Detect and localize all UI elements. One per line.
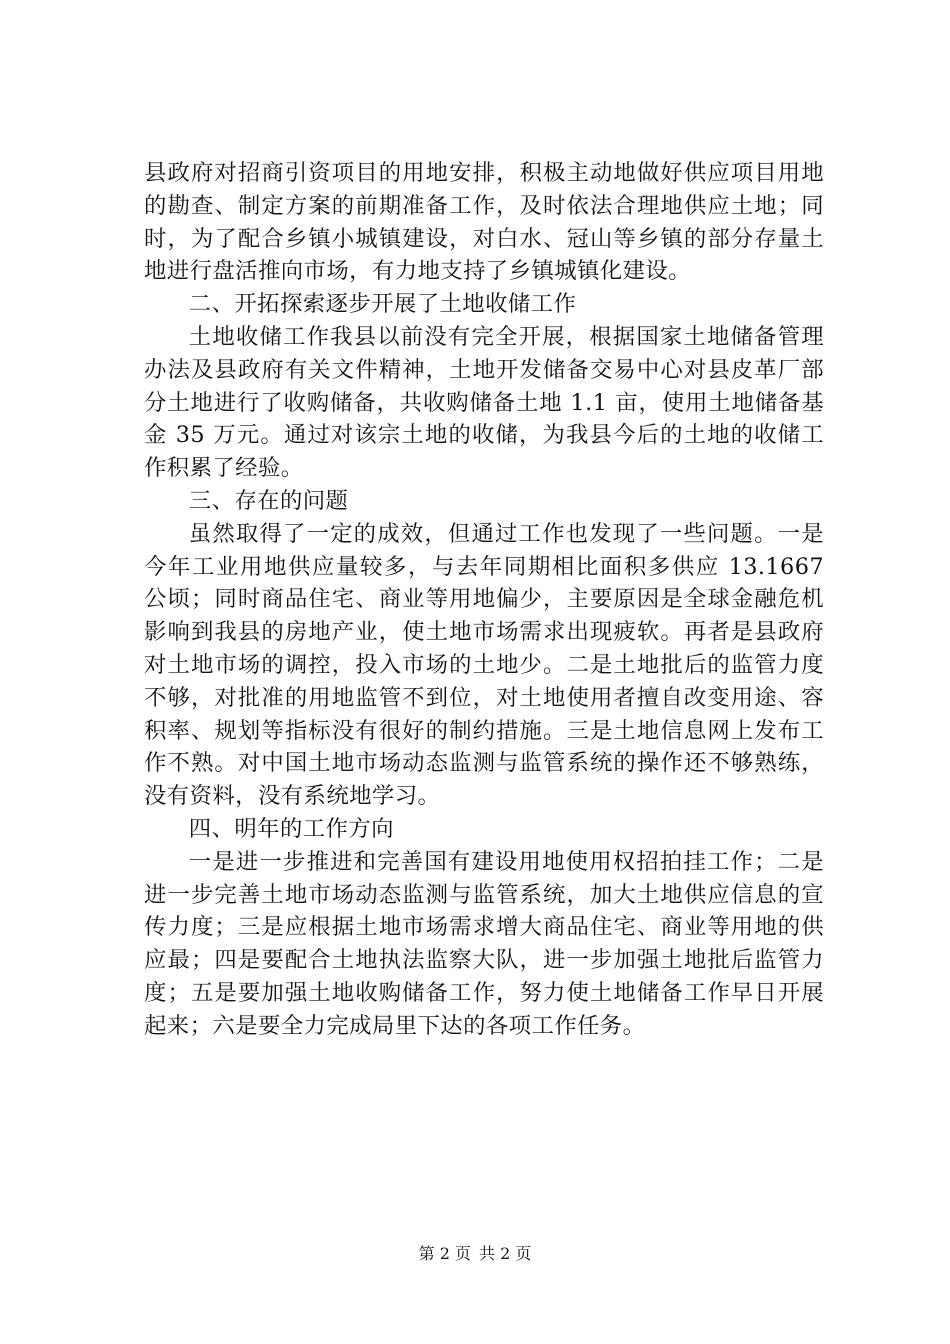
document-body xyxy=(144,157,824,1043)
page-total: 共 2 页 xyxy=(479,1244,532,1263)
page-footer xyxy=(0,1244,950,1264)
body-paragraph-land-reserve: 土地收储工作我县以前没有完全开展，根据国家土地储备管理办法及县政府有关文件精神，土地开发储备交易中心对县皮革厂部分土地进行了收购储备，共收购储备土地 1.1 亩，使用土地储备基金 35 万元。通过对该宗土地的收储，为我县今后的土地的收储工作积累了经验。 xyxy=(144,323,824,482)
body-paragraph-continuation: 县政府对招商引资项目的用地安排，积极主动地做好供应项目用地的勘查、制定方案的前期准备工作，及时依法合理地供应土地；同时，为了配合乡镇小城镇建设，对白水、冠山等乡镇的部分存量土地进行盘活推向市场，有力地支持了乡镇城镇化建设。 xyxy=(144,160,824,285)
page-number: 第 2 页 xyxy=(418,1244,471,1263)
body-paragraph-next-year: 一是进一步推进和完善国有建设用地使用权招拍挂工作；二是进一步完善土地市场动态监测与监管系统，加大土地供应信息的宣传力度；三是应根据土地市场需求增大商品住宅、商业等用地的供应最；四是要配合土地执法监察大队，进一步加强土地批后监管力度；五是要加强土地收购储备工作，努力使土地储备工作早日开展起来；六是要全力完成局里下达的各项工作任务。 xyxy=(144,848,824,1039)
section-heading-problems: 三、存在的问题 xyxy=(188,487,349,514)
section-heading-next-year: 四、明年的工作方向 xyxy=(188,815,394,842)
section-heading-land-reserve: 二、开拓探索逐步开展了土地收储工作 xyxy=(188,291,577,318)
body-paragraph-problems: 虽然取得了一定的成效，但通过工作也发现了一些问题。一是今年工业用地供应量较多，与去年同期相比面积多供应 13.1667 公顷；同时商品住宅、商业等用地偏少，主要原因是全球金融危机影响到我县的房地产业，使土地市场需求出现疲软。再者是县政府对土地市场的调控，投入市场的土地少。二是土地批后的监管力度不够，对批准的用地监管不到位，对土地使用者擅自改变用途、容积率、规划等指标没有很好的制约措施。三是土地信息网上发布工作不熟。对中国土地市场动态监测与监管系统的操作还不够熟练，没有资料，没有系统地学习。 xyxy=(144,520,824,810)
